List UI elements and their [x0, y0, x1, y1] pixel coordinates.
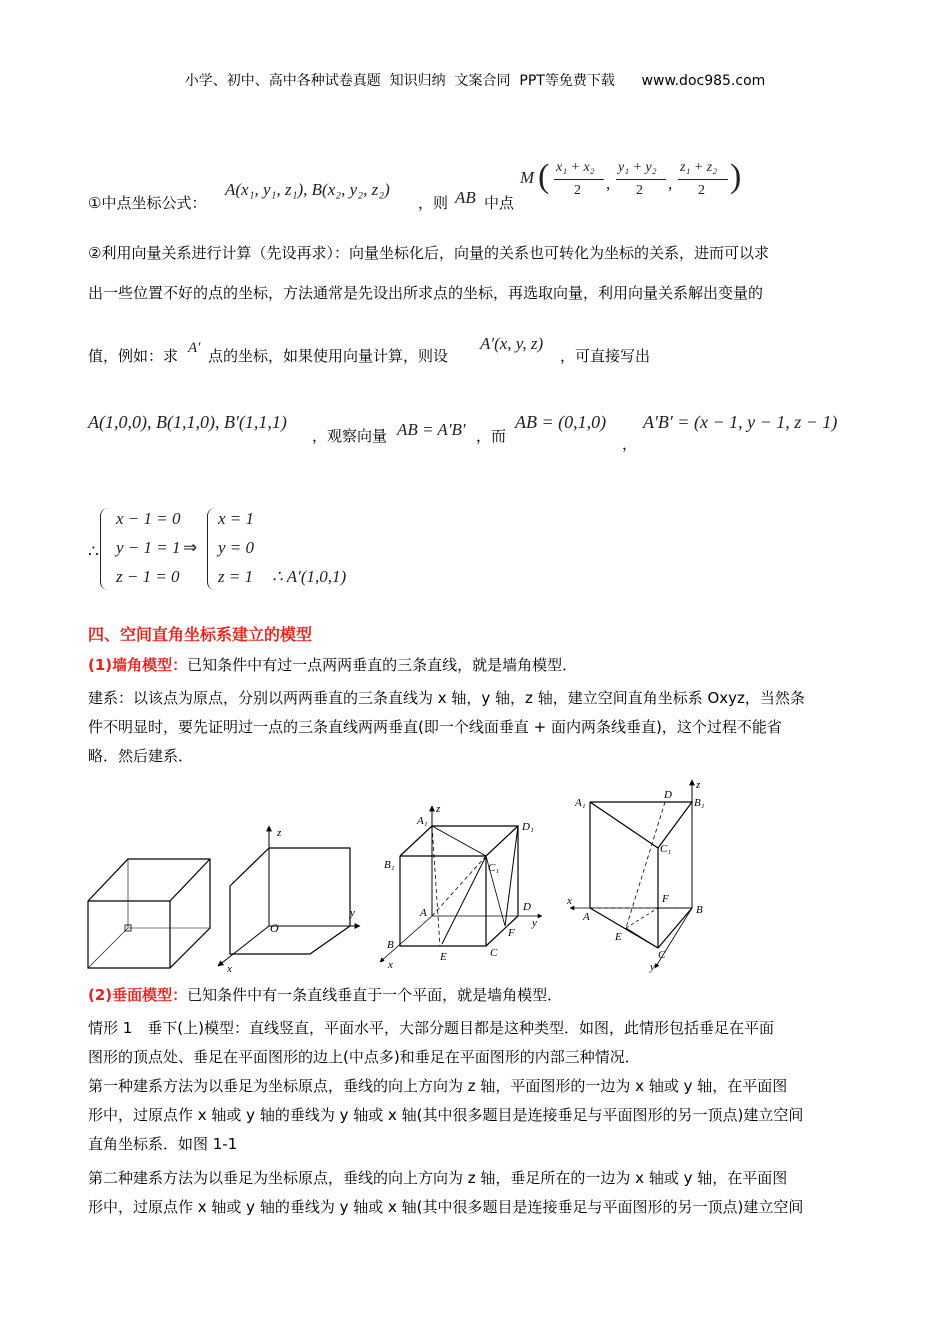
fig3-d1-label: D₁ — [522, 821, 534, 833]
fig3-y-label: y — [532, 917, 537, 929]
left-brace-1 — [100, 508, 111, 590]
comma-2: , — [668, 174, 673, 193]
system-eq-1: x − 1 = 0 — [116, 509, 181, 528]
fig3-c1-label: C₁ — [488, 862, 500, 874]
method2-line-2: 形中，过原点作 x 轴或 y 轴的垂线为 y 轴或 x 轴(其中很多题目是连接垂足与平面图形的另一顶点)建立空间 — [88, 1198, 804, 1216]
fig4-y-label: y — [650, 961, 655, 973]
fig4-ef — [626, 908, 658, 928]
midpoint-ab: AB — [455, 188, 476, 207]
example-points: A(1,0,0), B(1,1,0), B′(1,1,1) — [88, 412, 287, 432]
fig2-origin-label: O — [270, 921, 279, 935]
fig3-c-label: C — [490, 947, 498, 959]
midpoint-den-x: 2 — [574, 183, 581, 198]
fig4-a1-label: A₁ — [575, 797, 586, 809]
a-prime: A′ — [188, 340, 201, 356]
fig4-b-label: B — [696, 904, 703, 916]
fig3-a1e — [432, 826, 440, 946]
therefore-1: ∴ — [88, 542, 99, 561]
frac-bar-z — [678, 179, 728, 180]
midpoint-num-x: x₁ + x₂ — [556, 160, 595, 175]
fig3-ac1 — [432, 856, 486, 916]
fig2-front — [230, 848, 350, 954]
fig4-top-tri — [590, 802, 692, 848]
fig4-x-label: x — [567, 895, 572, 907]
build-line-2: 件不明显时，要先证明过一点的三条直线两两垂直(即一个线面垂直 + 面内两条线垂直)，这个过程不能省 — [88, 718, 782, 736]
fig3-f-label: F — [508, 927, 515, 939]
system-eq-3: z − 1 = 0 — [116, 567, 180, 586]
perp-model-line — [88, 985, 562, 1005]
fig4-a-label: A — [583, 911, 590, 923]
fig3-b-label: B — [387, 939, 394, 951]
fig4-bottom-front — [590, 908, 692, 948]
case1-line-1: 情形 1 垂下(上)模型：直线竖直，平面水平，大部分题目都是这种类型．如图，此情形包括垂足在平面 — [88, 1019, 775, 1037]
fig3-a1-label: A₁ — [417, 815, 428, 827]
fig2-x-axis — [218, 926, 269, 966]
wall-model-label: (1)墙角模型： — [88, 656, 188, 674]
vector-line-3b: 点的坐标，如果使用向量计算，则设 — [208, 347, 449, 365]
system-sol-3: z = 1 — [218, 567, 254, 586]
implies-arrow: ⇒ — [183, 538, 198, 557]
example-observe: ，观察向量 — [312, 427, 388, 445]
page-header: 小学、初中、高中各种试卷真题 知识归纳 文案合同 PPT等免费下载 www.doc985.com — [184, 73, 766, 89]
fig4-de — [626, 802, 665, 928]
midpoint-then: ，则 — [418, 194, 449, 212]
fig4-b1-label: B₁ — [694, 797, 705, 809]
frac-bar-x — [554, 179, 604, 180]
figure-axes-box — [218, 826, 360, 975]
midpoint-mid: 中点 — [484, 194, 515, 212]
midpoint-num-z: z₁ + z₂ — [680, 160, 718, 175]
comma-1: , — [606, 174, 611, 193]
fig3-x-label: x — [388, 959, 393, 971]
right-paren: ) — [730, 158, 742, 195]
example-ab-val: AB = (0,1,0) — [515, 412, 607, 432]
example-and: ，而 — [476, 427, 507, 445]
frac-bar-y — [616, 179, 666, 180]
perp-model-text: 已知条件中有一条直线垂直于一个平面，就是墙角模型． — [187, 986, 563, 1004]
example-eq: AB = A′B′ — [397, 420, 466, 439]
fig1-hidden-3 — [88, 928, 128, 968]
midpoint-points: A(x₁, y₁, z₁), B(x₂, y₂, z₂) — [225, 180, 390, 199]
fig4-e-label: E — [615, 931, 622, 943]
fig4-ec — [626, 928, 658, 948]
example-comma: ， — [622, 435, 638, 453]
figure-wall-corner — [88, 859, 210, 968]
method1-line-2: 形中，过原点作 x 轴或 y 轴的垂线为 y 轴或 x 轴(其中很多题目是连接垂足与平面图形的另一顶点)建立空间 — [88, 1106, 804, 1124]
fig3-a1c1 — [432, 826, 486, 856]
vector-line-3c: ，可直接写出 — [560, 347, 651, 365]
midpoint-num-y: y₁ + y₂ — [618, 160, 657, 175]
vector-line-3a: 值，例如：求 — [88, 347, 179, 365]
section-4-title: 四、空间直角坐标系建立的模型 — [88, 625, 313, 644]
fig3-top-back — [400, 826, 518, 916]
figures-row — [80, 776, 720, 976]
a-prime-xyz: A′(x, y, z) — [480, 334, 544, 353]
perp-model-label: (2)垂面模型： — [88, 986, 188, 1004]
left-paren: ( — [538, 158, 550, 195]
fig2-x-label: x — [227, 963, 232, 975]
fig3-a-label: A — [420, 907, 427, 919]
left-brace-2 — [207, 508, 218, 590]
fig3-c1e — [442, 856, 486, 944]
system-result: ∴ A′(1,0,1) — [272, 567, 347, 586]
method1-line-3: 直角坐标系．如图 1-1 — [88, 1135, 238, 1153]
midpoint-label: ①中点坐标公式： — [88, 194, 207, 212]
method2-line-1: 第二种建系方法为以垂足为坐标原点，垂线的向上方向为 z 轴，垂足所在的一边为 x 轴或 y 轴，在平面图 — [88, 1169, 788, 1187]
figure-cube — [380, 803, 542, 971]
fig1-edge-3 — [170, 859, 210, 901]
midpoint-m: M — [520, 168, 535, 187]
fig2-z-label: z — [277, 827, 282, 839]
build-line-1: 建系：以该点为原点，分别以两两垂直的三条直线为 x 轴，y 轴，z 轴，建立空间直角坐标系 Oxyz，当然条 — [88, 689, 805, 707]
fig4-c-label: C — [658, 949, 666, 961]
example-apbp-val: A′B′ = (x − 1, y − 1, z − 1) — [643, 412, 838, 432]
system-sol-2: y = 0 — [218, 538, 255, 557]
vector-line-1: ②利用向量关系进行计算（先设再求）：向量坐标化后，向量的关系也可转化为坐标的关系，进而可以求 — [88, 244, 769, 262]
system-eq-2: y − 1 = 1 — [116, 538, 181, 557]
figure-prism — [566, 779, 705, 973]
fig4-z-label: z — [696, 779, 701, 791]
wall-model-line — [88, 655, 577, 675]
midpoint-den-y: 2 — [636, 183, 643, 198]
system-sol-1: x = 1 — [218, 509, 255, 528]
midpoint-formula-full — [520, 158, 521, 159]
midpoint-den-z: 2 — [698, 183, 705, 198]
fig2-back-face — [269, 848, 350, 926]
fig4-c1-label: C₁ — [660, 843, 672, 855]
fig4-d-label: D — [664, 789, 672, 801]
method1-line-1: 第一种建系方法为以垂足为坐标原点，垂线的向上方向为 z 轴，平面图形的一边为 x 轴或 y 轴，在平面图 — [88, 1077, 788, 1095]
fig3-d1f — [505, 826, 518, 926]
fig3-e-label: E — [440, 951, 447, 963]
fig3-b1-label: B₁ — [384, 859, 395, 871]
fig1-outline — [88, 859, 210, 968]
wall-model-text: 已知条件中有过一点两两垂直的三条直线，就是墙角模型． — [187, 656, 578, 674]
fig3-z-label: z — [436, 803, 441, 815]
case1-line-2: 图形的顶点处、垂足在平面图形的边上(中点多)和垂足在平面图形的内部三种情况． — [88, 1048, 640, 1066]
fig2-y-label: y — [350, 907, 355, 919]
midpoint-formula — [520, 158, 745, 208]
fig3-d-label: D — [523, 901, 531, 913]
fig4-f-label: F — [662, 893, 669, 905]
vector-line-2: 出一些位置不好的点的坐标，方法通常是先设出所求点的坐标，再选取向量，利用向量关系解出变量的 — [88, 284, 764, 302]
build-line-3: 略．然后建系． — [88, 747, 194, 765]
